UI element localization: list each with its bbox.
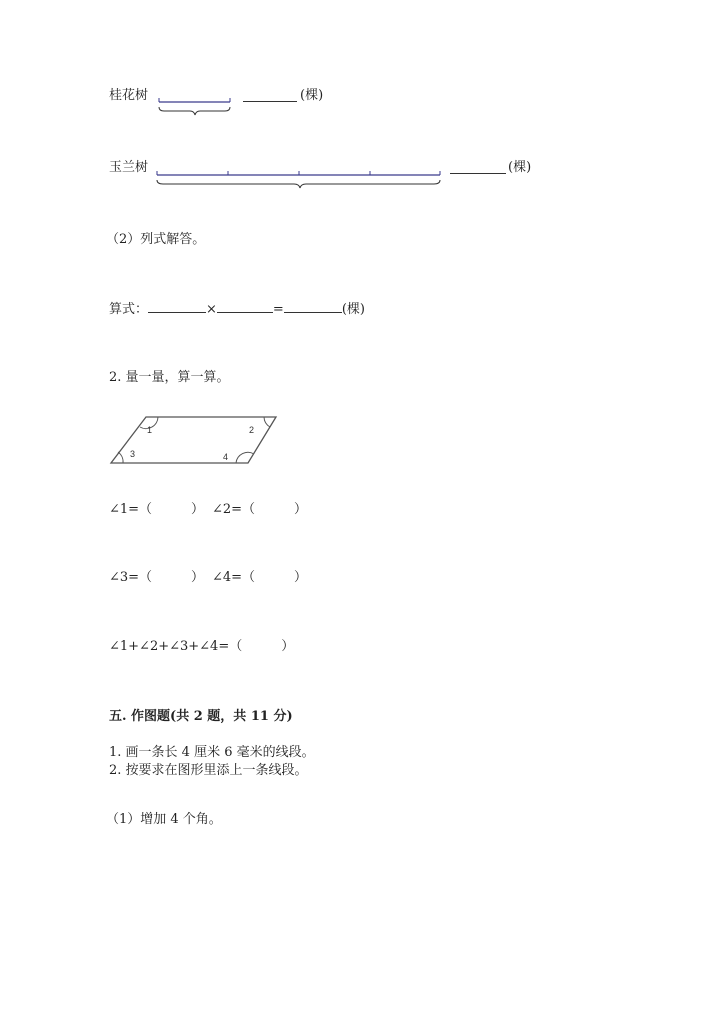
- angle-arc-2: [264, 417, 270, 427]
- osmanthus-brace: [159, 107, 230, 115]
- osmanthus-unit: (棵): [300, 88, 324, 103]
- section5-question2: 2. 按要求在图形里添上一条线段。: [109, 763, 308, 778]
- angle4-answer[interactable]: ∠4=（ ）: [212, 570, 308, 585]
- magnolia-label: 玉兰树: [109, 160, 149, 175]
- angle-sum-answer[interactable]: ∠1+∠2+∠3+∠4=（ ）: [109, 639, 295, 654]
- question2-title: 2. 量一量，算一算。: [109, 370, 230, 385]
- formula-row: [109, 300, 365, 318]
- section5-question1: 1. 画一条长 4 厘米 6 毫米的线段。: [109, 745, 315, 760]
- angle-label-2: 2: [249, 425, 255, 435]
- section5-heading: 五. 作图题(共 2 题，共 11 分): [109, 709, 293, 724]
- formula-unit: (棵): [341, 302, 365, 317]
- osmanthus-segment-diagram: [156, 92, 236, 118]
- magnolia-answer-blank[interactable]: [450, 161, 506, 174]
- formula-blank-1[interactable]: [148, 300, 206, 313]
- times-sign: ×: [206, 302, 217, 317]
- osmanthus-answer-blank[interactable]: [243, 89, 297, 102]
- part2-heading: （2）列式解答。: [106, 232, 206, 247]
- angle-label-1: 1: [147, 425, 153, 435]
- angle2-answer[interactable]: ∠2=（ ）: [212, 502, 308, 517]
- formula-label: 算式：: [109, 302, 149, 317]
- parallelogram: [111, 417, 276, 463]
- formula-blank-2[interactable]: [217, 300, 273, 313]
- angle1-answer[interactable]: ∠1=（ ）: [109, 502, 205, 517]
- angle3-answer[interactable]: ∠3=（ ）: [109, 570, 205, 585]
- section5-sub1: （1）增加 4 个角。: [106, 812, 222, 827]
- magnolia-unit: (棵): [508, 160, 532, 175]
- angle-label-4: 4: [223, 452, 229, 462]
- magnolia-brace: [157, 180, 440, 188]
- osmanthus-label: 桂花树: [109, 88, 149, 103]
- angle-label-3: 3: [130, 449, 136, 459]
- parallelogram-figure: [108, 414, 280, 466]
- magnolia-segment-diagram: [154, 166, 446, 194]
- formula-blank-3[interactable]: [284, 300, 342, 313]
- equals-sign: =: [272, 302, 284, 317]
